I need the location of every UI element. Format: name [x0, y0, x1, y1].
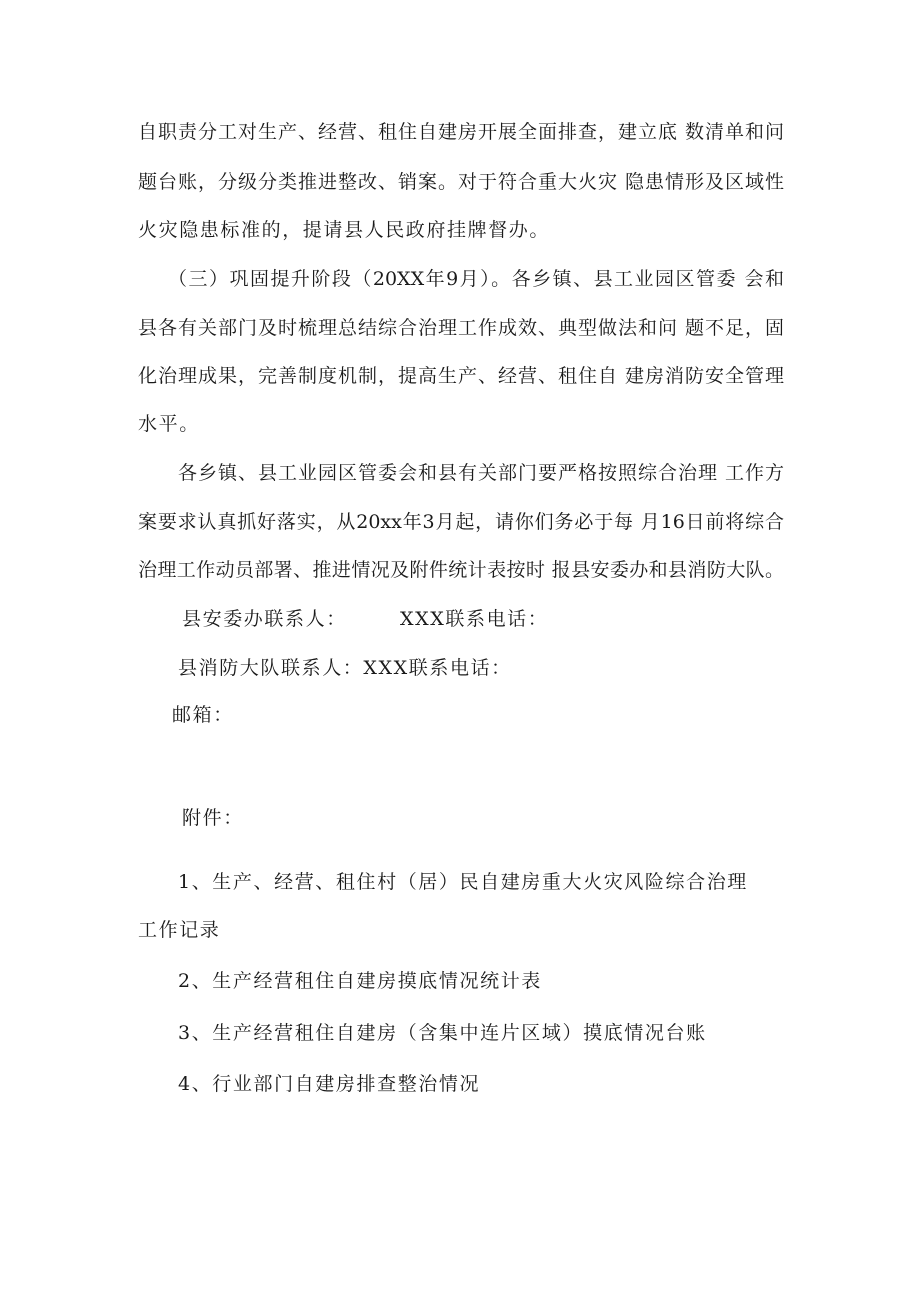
- paragraph-2-line-3: 化治理成果，完善制度机制，提高生产、经营、租住自 建房消防安全管理: [138, 365, 784, 387]
- paragraph-1-line-2: 题台账，分级分类推进整改、销案。对于符合重大火灾 隐患情形及区域性: [138, 171, 784, 193]
- contact-fire-brigade: 县消防大队联系人：XXX联系电话：: [178, 657, 512, 679]
- paragraph-1-line-3: 火灾隐患标准的，提请县人民政府挂牌督办。: [138, 219, 551, 241]
- paragraph-3-line-3: 治理工作动员部署、推进情况及附件统计表按时 报县安委办和县消防大队。: [138, 559, 784, 581]
- contact-email: 邮箱：: [172, 704, 234, 726]
- paragraph-2-line-4: 水平。: [138, 413, 200, 435]
- contact-county-safety-office-label: 县安委办联系人：: [182, 608, 347, 630]
- paragraph-2-line-1: （三）巩固提升阶段（20XX年9月）。各乡镇、县工业园区管委 会和: [168, 268, 784, 290]
- attachments-heading: 附件：: [182, 807, 244, 829]
- attachment-1-line-2: 工作记录: [138, 919, 221, 941]
- attachment-3: 3、生产经营租住自建房（含集中连片区域）摸底情况台账: [178, 1022, 707, 1044]
- attachment-2: 2、生产经营租住自建房摸底情况统计表: [178, 970, 542, 992]
- paragraph-2-line-2: 县各有关部门及时梳理总结综合治理工作成效、典型做法和问 题不足，固: [138, 317, 784, 339]
- paragraph-1-line-1: 自职责分工对生产、经营、租住自建房开展全面排查，建立底 数清单和问: [138, 121, 784, 143]
- contact-county-safety-office-value: XXX联系电话：: [400, 608, 549, 630]
- attachment-4: 4、行业部门自建房排查整治情况: [178, 1073, 481, 1095]
- paragraph-3-line-1: 各乡镇、县工业园区管委会和县有关部门要严格按照综合治理 工作方: [178, 462, 784, 484]
- paragraph-3-line-2: 案要求认真抓好落实，从20xx年3月起，请你们务必于每 月16日前将综合: [138, 511, 784, 533]
- attachment-1-line-1: 1、生产、经营、租住村（居）民自建房重大火灾风险综合治理: [178, 871, 748, 893]
